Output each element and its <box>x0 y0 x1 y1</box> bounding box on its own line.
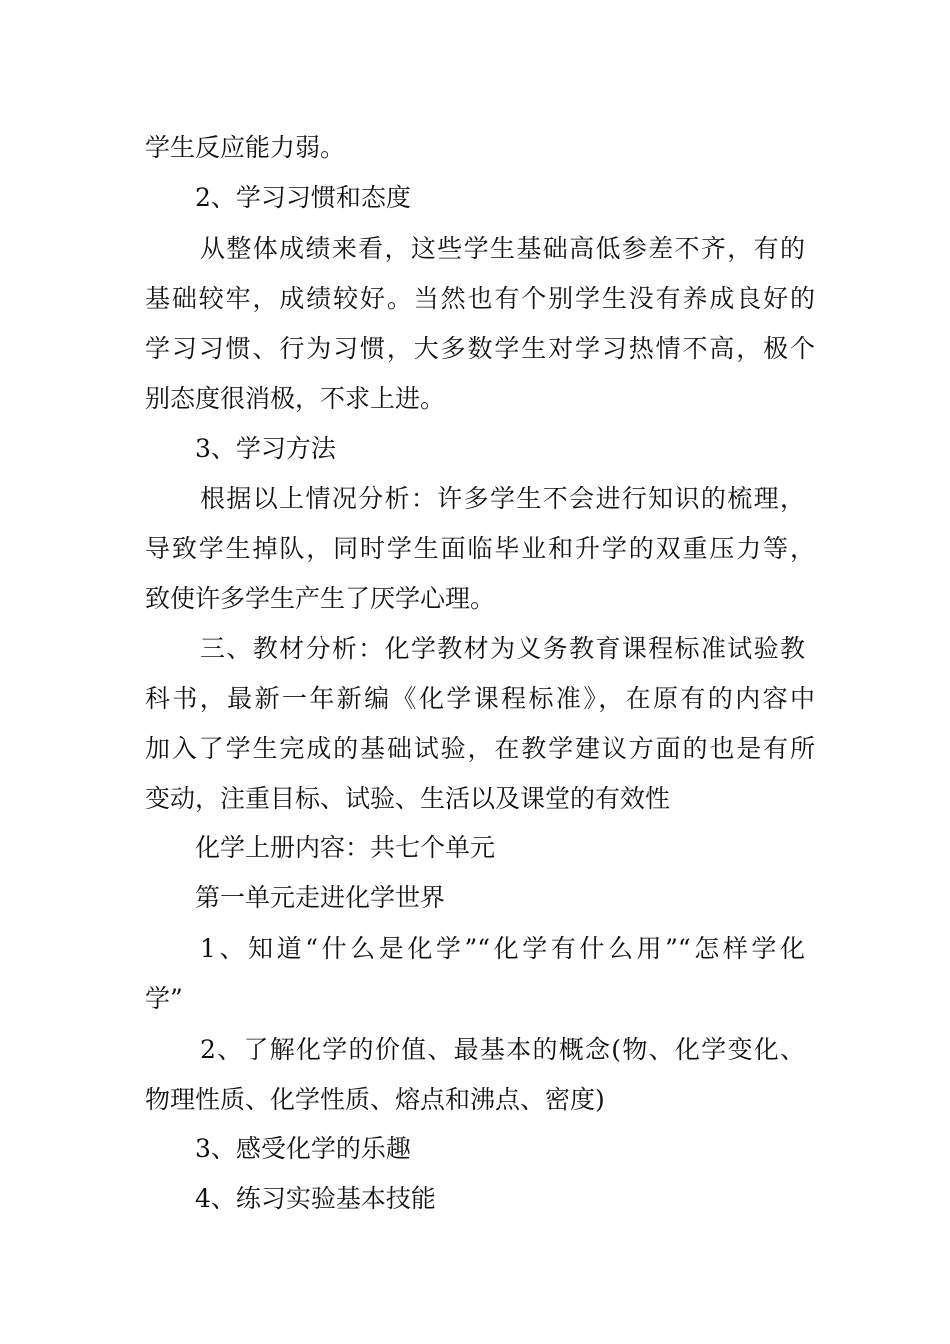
list-item-continuation: 物理性质、化学性质、熔点和沸点、密度) <box>145 1085 605 1114</box>
text-line: 加入了学生完成的基础试验，在教学建议方面的也是有所 <box>145 734 815 763</box>
text-line: 从整体成绩来看，这些学生基础高低参差不齐，有的 <box>200 234 805 263</box>
unit-heading: 第一单元走进化学世界 <box>195 883 446 912</box>
list-item-continuation: 学” <box>145 984 183 1013</box>
text-line: 别态度很消极，不求上进。 <box>145 384 446 413</box>
text-line: 学生反应能力弱。 <box>145 133 346 162</box>
text-line: 科书，最新一年新编《化学课程标准》，在原有的内容中 <box>145 684 815 713</box>
list-item: 1、知道“什么是化学”“化学有什么用”“怎样学化 <box>200 934 805 963</box>
list-item: 4、练习实验基本技能 <box>195 1184 436 1213</box>
section-heading-textbook-analysis: 三、教材分析：化学教材为义务教育课程标准试验教 <box>200 634 805 663</box>
section-heading-study-methods: 3、学习方法 <box>195 434 336 463</box>
text-line: 致使许多学生产生了厌学心理。 <box>145 584 496 613</box>
section-heading-study-habits: 2、学习习惯和态度 <box>195 183 411 212</box>
text-line: 变动，注重目标、试验、生活以及课堂的有效性 <box>145 784 671 813</box>
text-line: 化学上册内容：共七个单元 <box>195 833 496 862</box>
text-line: 基础较牢，成绩较好。当然也有个别学生没有养成良好的 <box>145 284 815 313</box>
text-line: 学习习惯、行为习惯，大多数学生对学习热情不高，极个 <box>145 334 815 363</box>
text-line: 根据以上情况分析：许多学生不会进行知识的梳理， <box>200 484 805 513</box>
text-line: 导致学生掉队，同时学生面临毕业和升学的双重压力等， <box>145 534 815 563</box>
list-item: 2、了解化学的价值、最基本的概念(物、化学变化、 <box>200 1035 805 1064</box>
list-item: 3、感受化学的乐趣 <box>195 1134 411 1163</box>
